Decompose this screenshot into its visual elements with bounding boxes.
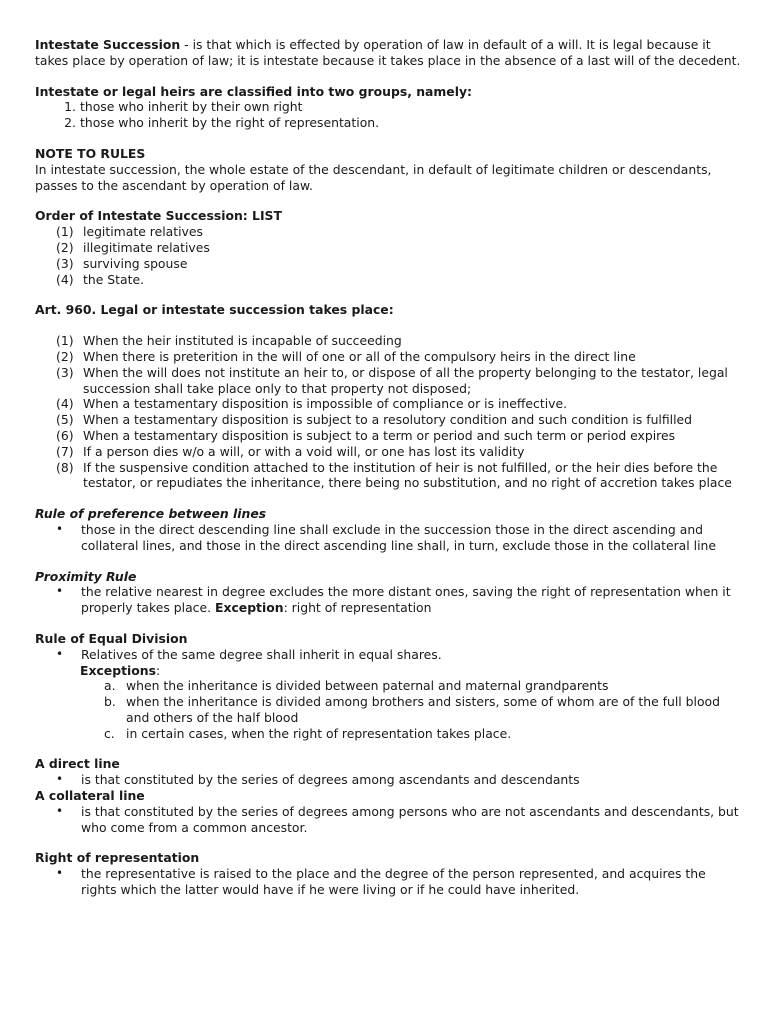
bullet-icon: • [56, 866, 64, 881]
heirs-list [35, 99, 742, 131]
list-item: (6) When a testamentary disposition is subject to a term or period and such term or period expires [56, 427, 676, 443]
list-item: (3) When the will does not institute an heir to, or dispose of all the property belonging to the testator, legal succession shall take place only to that property not disposed; [56, 364, 728, 396]
note-text: In intestate succession, the whole estate of the descendant, in default of legitimate children or descendants, passes to the ascendant by operation of law. [35, 161, 712, 193]
list-item: (4) When a testamentary disposition is impossible of compliance or is ineffective. [56, 396, 568, 412]
proximity-section [35, 569, 742, 616]
list-item: (3) surviving spouse [56, 255, 188, 271]
list-item: (8) If the suspensive condition attached to the institution of heir is not fulfilled, or the heir dies before the testator, or repudiates the inheritance, there being no substitution, and no right of accretion takes place [56, 459, 732, 491]
exceptions-list [35, 678, 742, 741]
list-item: 1. those who inherit by their own right [64, 99, 303, 115]
art960-section [35, 302, 742, 491]
list-item: • is that constituted by the series of degrees among persons who are not ascendants and descendants, but who come from a common ancestor. [56, 803, 739, 835]
direct-line-heading: A direct line [35, 756, 120, 772]
note-heading: NOTE TO RULES [35, 145, 146, 161]
list-item: (2) illegitimate relatives [56, 239, 210, 255]
equal-heading: Rule of Equal Division [35, 630, 188, 646]
bullet-icon: • [56, 646, 64, 661]
proximity-heading: Proximity Rule [35, 568, 137, 584]
order-list [35, 224, 742, 287]
list-item: b. when the inheritance is divided among brothers and sisters, some of whom are of the full blood and others of the half blood [104, 694, 721, 725]
note-section [35, 146, 742, 193]
intestate-definition [35, 37, 742, 69]
list-item: (1) legitimate relatives [56, 224, 203, 240]
collateral-line-heading: A collateral line [35, 788, 145, 804]
list-item: (4) the State. [56, 271, 145, 287]
bullet-icon: • [56, 772, 64, 787]
list-item: (2) When there is preterition in the will of one or all of the compulsory heirs in the direct line [56, 348, 636, 364]
art960-heading: Art. 960. Legal or intestate succession takes place: [35, 302, 394, 318]
proximity-list [35, 584, 742, 616]
list-item: a. when the inheritance is divided between paternal and maternal grandparents [104, 678, 609, 694]
equal-section [35, 631, 742, 742]
direct-line-list [35, 772, 742, 788]
list-item: (5) When a testamentary disposition is subject to a resolutory condition and such condition is fulfilled [56, 412, 693, 428]
direct-line-section [35, 756, 742, 835]
collateral-line-list [35, 804, 742, 836]
exceptions-label: Exceptions: [80, 662, 161, 678]
list-item: (1) When the heir instituted is incapable of succeeding [56, 333, 402, 349]
representation-section [35, 850, 742, 897]
list-item: 2. those who inherit by the right of representation. [64, 115, 380, 131]
preference-section [35, 506, 742, 553]
list-item: • those in the direct descending line shall exclude in the succession those in the direct ascending and collateral lines, and those in the direct ascending line shall, in turn, exclude those in the collateral line [56, 521, 717, 553]
bullet-icon: • [56, 584, 64, 599]
list-item: c. in certain cases, when the right of representation takes place. [104, 725, 512, 741]
art960-list [35, 333, 742, 491]
order-heading: Order of Intestate Succession: LIST [35, 208, 282, 224]
representation-heading: Right of representation [35, 850, 200, 866]
preference-heading: Rule of preference between lines [35, 506, 267, 522]
list-item: (7) If a person dies w/o a will, or with a void will, or one has lost its validity [56, 443, 525, 459]
preference-list [35, 522, 742, 554]
bullet-icon: • [56, 521, 64, 536]
intestate-definition-text: - is that which is effected by operation of law in default of a will. It is legal because it takes place by operation of law; it is intestate because it takes place in the absence of a last will of the decedent. [35, 37, 741, 68]
list-item: • Relatives of the same degree shall inherit in equal shares. [56, 646, 442, 662]
heirs-heading: Intestate or legal heirs are classified into two groups, namely: [35, 83, 472, 99]
bullet-icon: • [56, 803, 64, 818]
intestate-term: Intestate Succession [35, 37, 181, 52]
list-item: • the representative is raised to the place and the degree of the person represented, and acquires the rights which the latter would have if he were living or if he could have inherited. [56, 866, 706, 898]
list-item: • the relative nearest in degree excludes the more distant ones, saving the right of representation when it properly takes place. Exception: right of representation [56, 584, 731, 616]
exception-label: Exception [214, 600, 284, 616]
equal-list [35, 647, 742, 663]
representation-list [35, 866, 742, 898]
order-section [35, 208, 742, 287]
list-item: • is that constituted by the series of degrees among ascendants and descendants [56, 772, 580, 788]
heirs-section [35, 84, 742, 131]
